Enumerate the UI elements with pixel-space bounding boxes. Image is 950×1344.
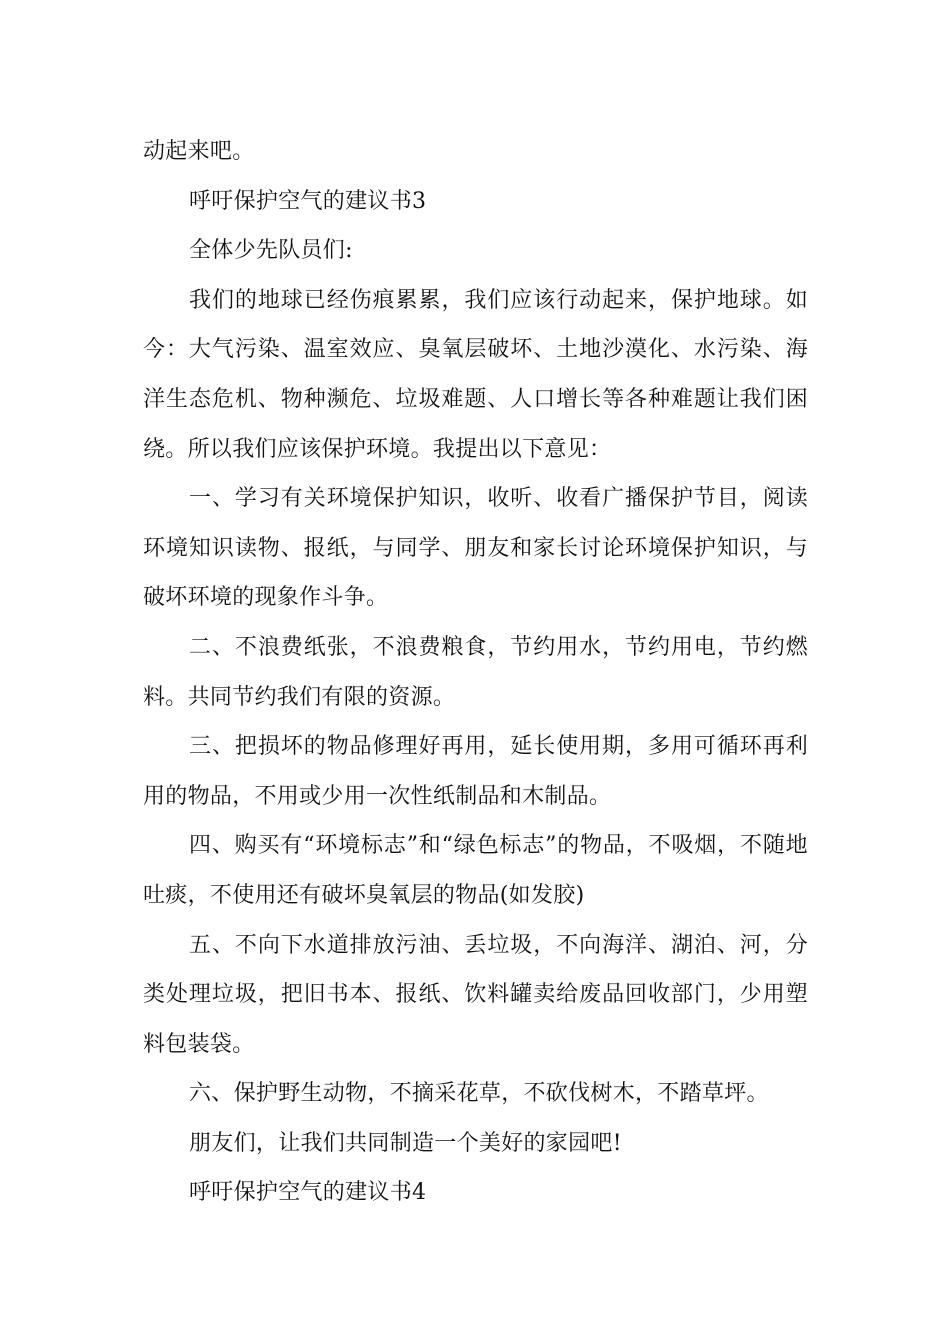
paragraph-item-4: 四、购买有“环境标志”和“绿色标志”的物品，不吸烟，不随地吐痰，不使用还有破坏臭氧层的物品(如发胶) xyxy=(143,833,808,908)
section-heading-3: 呼吁保护空气的建议书3 xyxy=(189,188,427,214)
paragraph-item-1: 一、学习有关环境保护知识，收听、收看广播保护节目，阅读环境知识读物、报纸，与同学、朋友和家长讨论环境保护知识，与破坏环境的现象作斗争。 xyxy=(143,486,808,611)
paragraph-item-2: 二、不浪费纸张，不浪费粮食，节约用水，节约用电，节约燃料。共同节约我们有限的资源。 xyxy=(143,634,808,710)
paragraph-item-3: 三、把损坏的物品修理好再用，延长使用期，多用可循环再利用的物品，不用或少用一次性纸制品和木制品。 xyxy=(143,734,808,809)
paragraph-item-6: 六、保护野生动物，不摘采花草，不砍伐树木，不踏草坪。 xyxy=(189,1081,769,1107)
section-heading-4: 呼吁保护空气的建议书4 xyxy=(189,1180,427,1206)
salutation: 全体少先队员们: xyxy=(189,238,353,264)
paragraph-intro: 我们的地球已经伤痕累累，我们应该行动起来，保护地球。如今：大气污染、温室效应、臭氧层破坏、土地沙漠化、水污染、海洋生态危机、物种濒危、垃圾难题、人口增长等各种难题让我们困绕。所以我们应该保护环境。我提出以下意见： xyxy=(143,287,808,462)
paragraph-item-5: 五、不向下水道排放污油、丢垃圾，不向海洋、湖泊、河，分类处理垃圾，把旧书本、报纸、饮料罐卖给废品回收部门，少用塑料包装袋。 xyxy=(143,932,808,1057)
paragraph-continuation: 动起来吧。 xyxy=(143,139,255,164)
paragraph-closing: 朋友们，让我们共同制造一个美好的家园吧! xyxy=(189,1130,622,1156)
document-body xyxy=(143,127,808,1218)
